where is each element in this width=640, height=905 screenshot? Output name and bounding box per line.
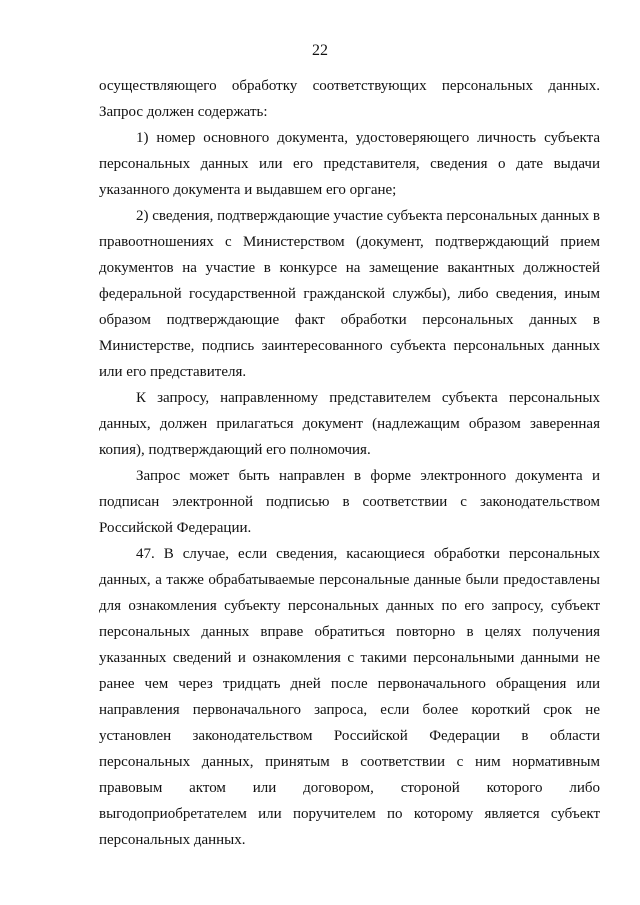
document-body bbox=[99, 73, 600, 853]
page-number: 22 bbox=[312, 42, 328, 59]
paragraph-electronic-request: Запрос может быть направлен в форме электронного документа и подписан электронной подписью в соответствии с законодательством Российской Федерации. bbox=[99, 468, 600, 536]
paragraph-section-47: 47. В случае, если сведения, касающиеся обработки персональных данных, а также обрабатываемые персональные данные были предоставлены для ознакомления субъекту персональных данных по его запросу, субъект персональных данных вправе обратиться повторно в целях получения указанных сведений и ознакомления с такими персональными данными не ранее чем через тридцать дней после первоначального обращения или направления первоначального запроса, если более короткий срок не установлен законодательством Российской Федерации в области персональных данных, принятым в соответствии с ним нормативным правовым актом или договором, стороной которого либо выгодоприобретателем или поручителем по которому является субъект персональных данных. bbox=[99, 546, 600, 848]
paragraph-item-2: 2) сведения, подтверждающие участие субъекта персональных данных в правоотношениях с Министерством (документ, подтверждающий прием документов на участие в конкурсе на замещение вакантных должностей федеральной государственной гражданской службы), либо сведения, иным образом подтверждающие факт обработки персональных данных в Министерстве, подпись заинтересованного субъекта персональных данных или его представителя. bbox=[99, 208, 600, 380]
paragraph-representative-request: К запросу, направленному представителем субъекта персональных данных, должен прилагаться документ (надлежащим образом заверенная копия), подтверждающий его полномочия. bbox=[99, 390, 600, 458]
paragraph-continuation: осуществляющего обработку соответствующих персональных данных. Запрос должен содержать: bbox=[99, 78, 600, 120]
paragraph-item-1: 1) номер основного документа, удостоверяющего личность субъекта персональных данных или его представителя, сведения о дате выдачи указанного документа и выдавшем его органе; bbox=[99, 130, 600, 198]
